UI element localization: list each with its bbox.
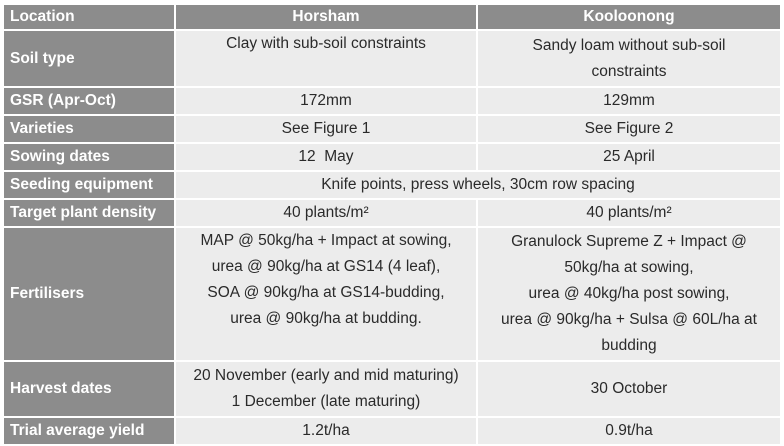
trial-details-table <box>2 3 782 446</box>
table-row <box>3 199 781 227</box>
kooloonong-cell <box>477 30 781 87</box>
cell-line: urea @ 90kg/ha at budding. <box>230 310 422 327</box>
kooloonong-cell: 40 plants/m² <box>477 199 781 227</box>
header-location: Location <box>3 4 175 30</box>
row-label: Soil type <box>3 30 175 87</box>
cell-line: constraints <box>591 62 667 80</box>
row-label: Harvest dates <box>3 361 175 417</box>
horsham-cell: 40 plants/m² <box>175 199 477 227</box>
row-label: Sowing dates <box>3 143 175 171</box>
row-label: Trial average yield <box>3 417 175 445</box>
row-label: Fertilisers <box>3 227 175 361</box>
cell-line: MAP @ 50kg/ha + Impact at sowing, <box>200 232 452 249</box>
horsham-cell: 172mm <box>175 87 477 115</box>
header-row <box>3 4 781 30</box>
cell-line: 20 November (early and mid maturing) <box>193 367 459 384</box>
table-row <box>3 171 781 199</box>
cell-line: Granulock Supreme Z + Impact @ <box>511 233 747 250</box>
horsham-cell <box>175 361 477 417</box>
cell-line: 1 December (late maturing) <box>231 393 421 410</box>
merged-cell: Knife points, press wheels, 30cm row spacing <box>175 171 781 199</box>
horsham-cell: 1.2t/ha <box>175 417 477 445</box>
row-label: Seeding equipment <box>3 171 175 199</box>
cell-line: urea @ 90kg/ha + Sulsa @ 60L/ha at <box>501 311 757 328</box>
header-horsham: Horsham <box>175 4 477 30</box>
cell-line: 50kg/ha at sowing, <box>564 259 694 276</box>
cell-line: budding <box>601 337 657 354</box>
horsham-cell: See Figure 1 <box>175 115 477 143</box>
kooloonong-cell: 25 April <box>477 143 781 171</box>
cell-line: Sandy loam without sub-soil <box>532 36 726 54</box>
kooloonong-cell <box>477 227 781 361</box>
kooloonong-cell: See Figure 2 <box>477 115 781 143</box>
kooloonong-cell: 30 October <box>477 361 781 417</box>
table-row <box>3 417 781 445</box>
table-row <box>3 227 781 361</box>
horsham-cell: 12 May <box>175 143 477 171</box>
row-label: GSR (Apr-Oct) <box>3 87 175 115</box>
row-label: Varieties <box>3 115 175 143</box>
table-row <box>3 143 781 171</box>
kooloonong-cell: 0.9t/ha <box>477 417 781 445</box>
table-row <box>3 361 781 417</box>
kooloonong-cell: 129mm <box>477 87 781 115</box>
horsham-cell <box>175 227 477 361</box>
cell-line: SOA @ 90kg/ha at GS14-budding, <box>207 284 445 301</box>
table-row <box>3 87 781 115</box>
cell-line: Clay with sub-soil constraints <box>226 35 426 52</box>
cell-line: urea @ 40kg/ha post sowing, <box>528 285 730 302</box>
row-label: Target plant density <box>3 199 175 227</box>
cell-line: urea @ 90kg/ha at GS14 (4 leaf), <box>211 258 441 275</box>
header-kooloonong: Kooloonong <box>477 4 781 30</box>
horsham-cell <box>175 30 477 87</box>
table-row <box>3 30 781 87</box>
table-row <box>3 115 781 143</box>
